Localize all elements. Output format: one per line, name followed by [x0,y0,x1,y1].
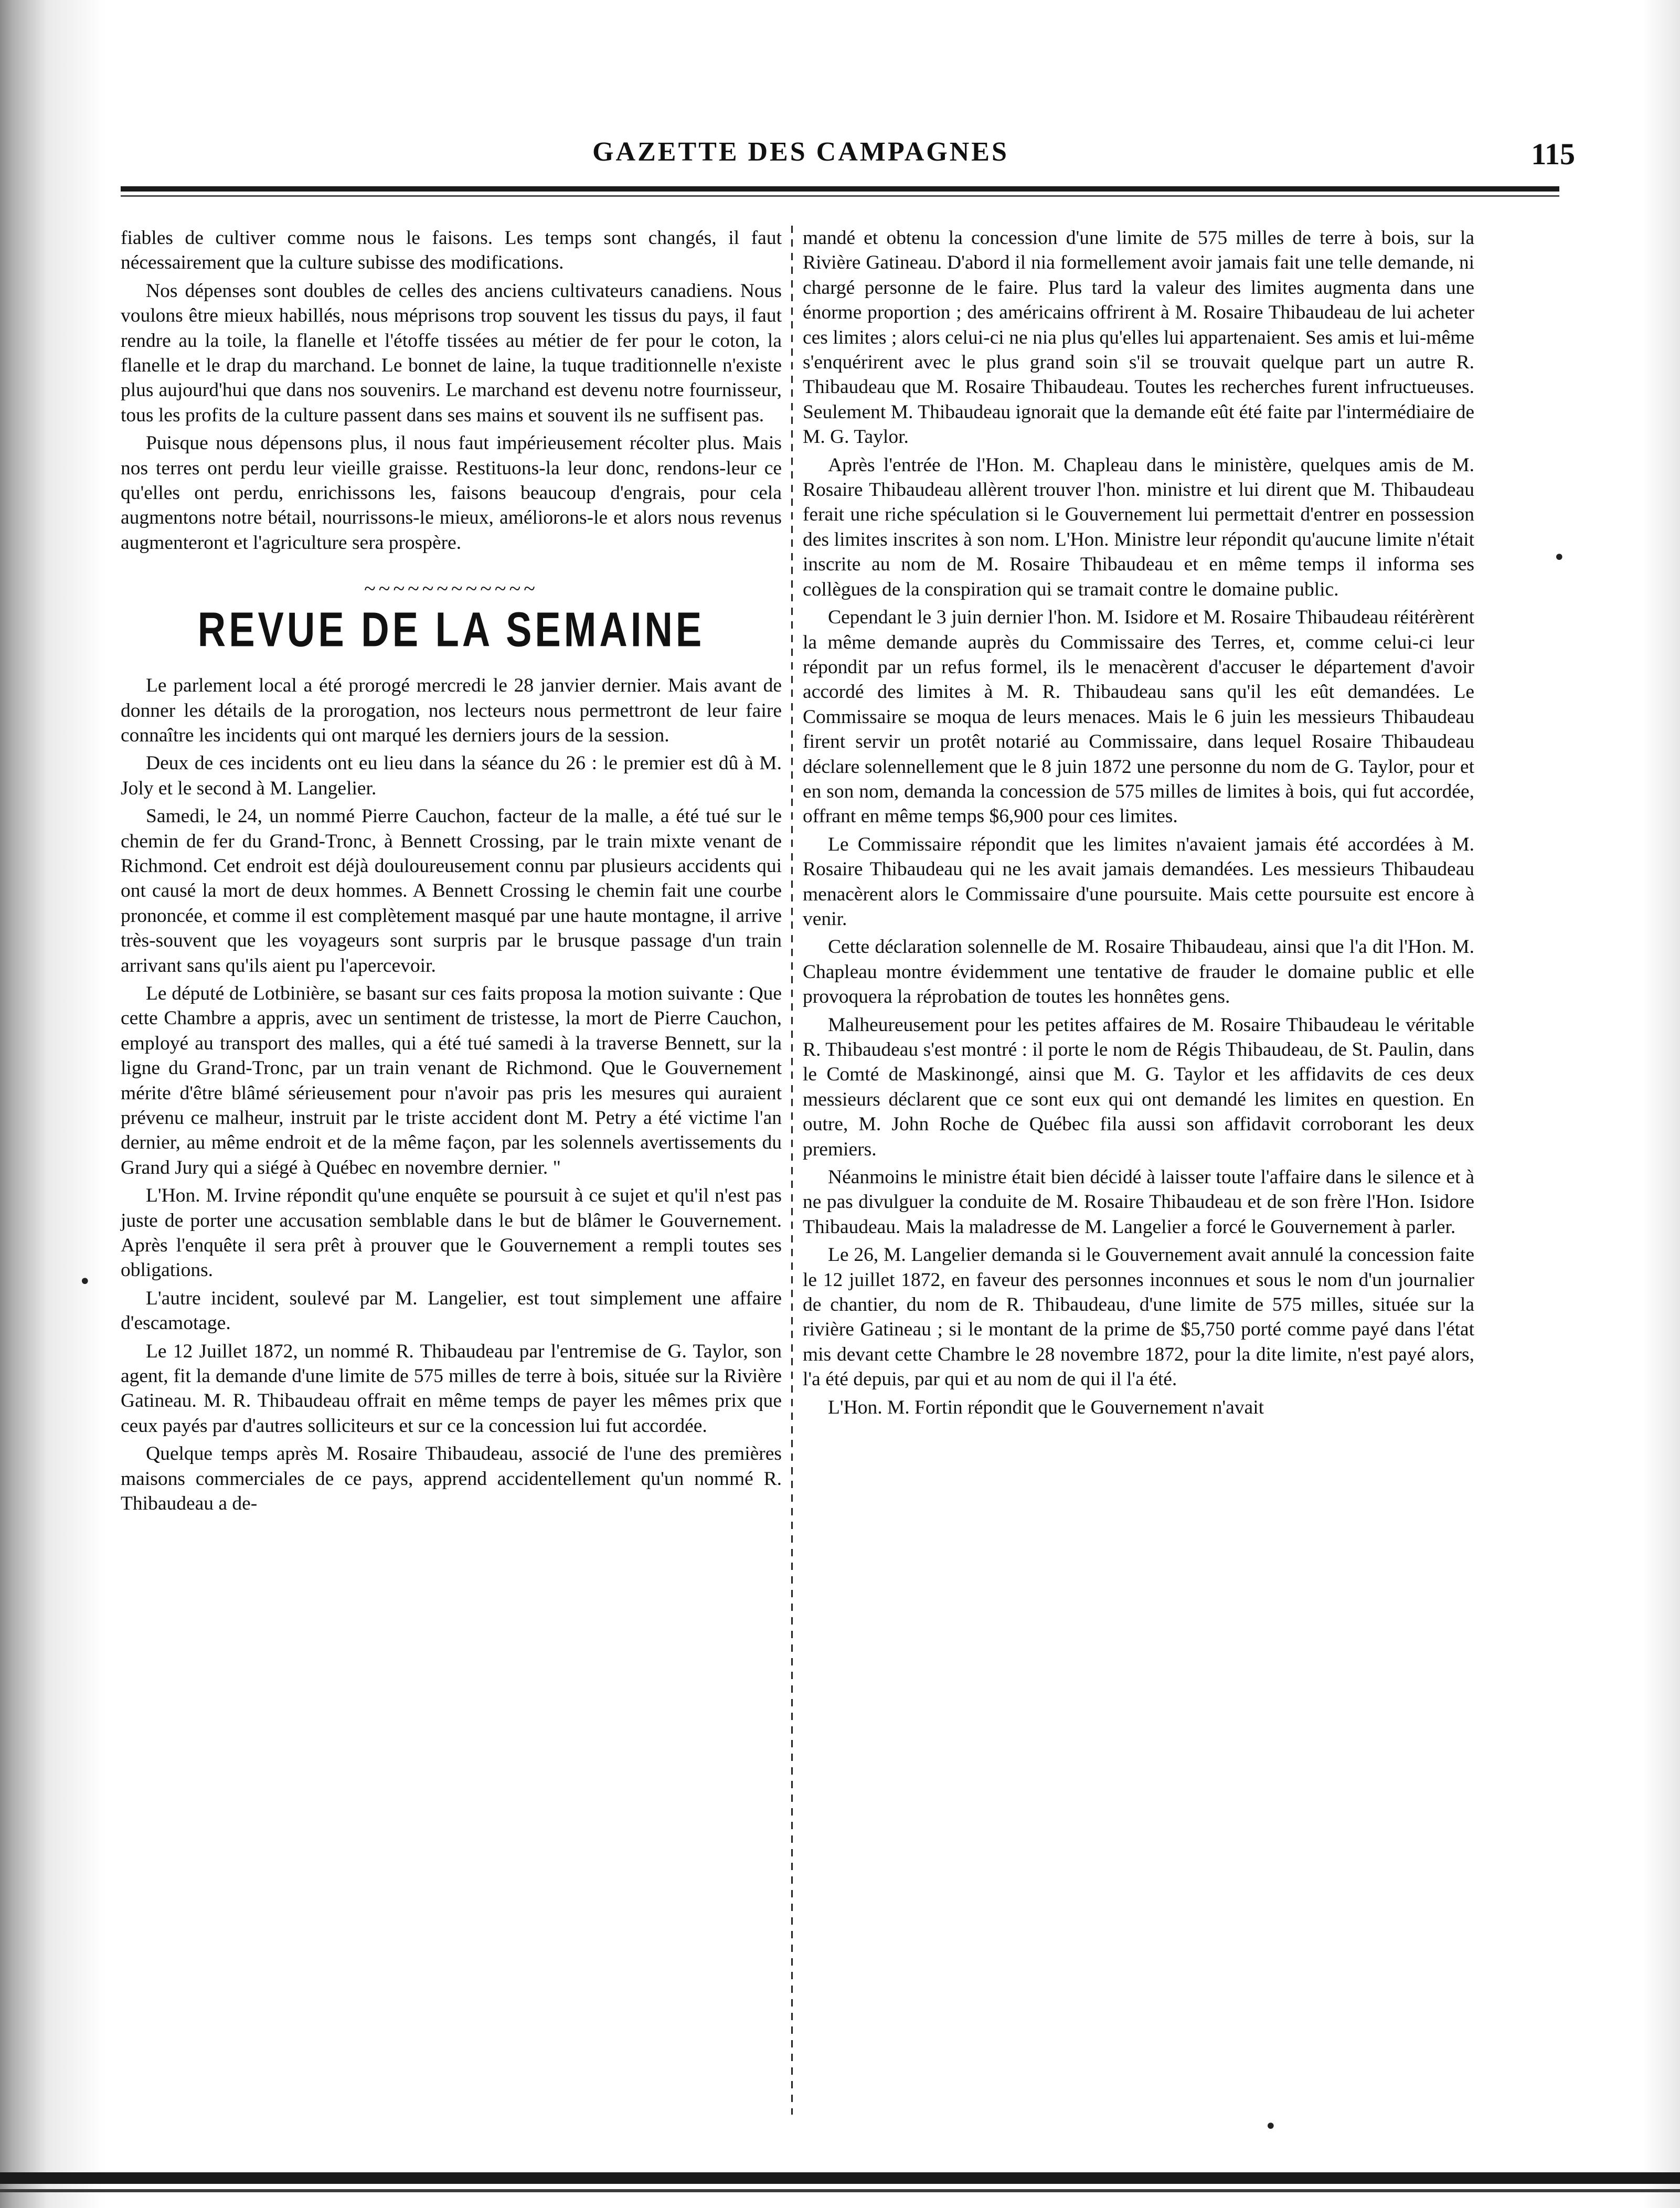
paragraph: Deux de ces incidents ont eu lieu dans la séance du 26 : le premier est dû à M. Joly et le second à M. Langelier. [121,752,782,799]
section-ornament: ~~~~~~~~~~~~ [364,577,538,601]
paragraph: Samedi, le 24, un nommé Pierre Cauchon, facteur de la malle, a été tué sur le chemin de fer du Grand-Tronc, à Bennett Crossing, par le train mixte venant de Richmond. Cet endroit est déjà douloureusement connu par plusieurs accidents qui ont causé la mort de deux hommes. A Bennett Crossing le chemin fait une courbe prononcée, et comme il est complètement masqué par une haute montagne, il arrive très-souvent que les voyageurs sont surpris par le brusque passage d'un train arrivant sans qu'ils aient pu l'apercevoir. [121,805,782,976]
paragraph: Après l'entrée de l'Hon. M. Chapleau dans le ministère, quelques amis de M. Rosaire Thibaudeau allèrent trouver l'hon. ministre et lui dirent que M. Thibaudeau ferait une riche spéculation si le Gouvernement lui permettait d'entrer en possession des limites inscrites à son nom. L'Hon. Ministre leur répondit qu'aucune limite n'était inscrite au nom de M. Rosaire Thibaudeau et en même temps il informa ses collègues de la conspiration qui se tramait contre le domaine public. [803,454,1474,600]
header-rule [121,186,1559,192]
page-edge-shadow [0,0,105,2208]
paragraph: Néanmoins le ministre était bien décidé à laisser toute l'affaire dans le silence et à ne pas divulguer la conduite de M. Rosaire Thibaudeau et de son frère l'Hon. Isidore Thibaudeau. Mais la maladresse de M. Langelier a forcé le Gouvernement à parler. [803,1166,1474,1238]
ink-speck: • [1264,2115,1277,2139]
ink-speck: • [1553,546,1566,570]
running-title: GAZETTE DES CAMPAGNES [592,137,1009,167]
paragraph: Quelque temps après M. Rosaire Thibaudeau, associé de l'une des premières maisons commerciales de ce pays, apprend accidentellement qu'un nommé R. Thibaudeau a de- [121,1443,782,1515]
paragraph: Le 26, M. Langelier demanda si le Gouvernement avait annulé la concession faite le 12 juillet 1872, en faveur des personnes inconnues et sous le nom d'un journalier de chantier, du nom de R. Thibaudeau, d'une limite de 575 milles, située sur la rivière Gatineau ; si le montant de la prime de $5,750 porté comme payé dans l'état mis devant cette Chambre le 28 novembre 1872, pour la dite limite, n'est payé alors, l'a été depuis, par qui et au nom de qui il l'a été. [803,1244,1474,1390]
paragraph: mandé et obtenu la concession d'une limite de 575 milles de terre à bois, sur la Rivière Gatineau. D'abord il nia formellement avoir jamais fait une telle demande, ni chargé personne de le faire. Plus tard la valeur des limites augmenta dans une énorme proportion ; des américains offrirent à M. Rosaire Thibaudeau de lui acheter ces limites ; alors celui-ci ne nia plus qu'elles lui appartenaient. Ses amis et lui-même s'enquérirent avec le plus grand soin s'il se trouvait quelque part un autre R. Thibaudeau que M. Rosaire Thibaudeau. Toutes les recherches furent infructueuses. Seulement M. Thibaudeau ignorait que la demande eût été faite par l'intermédiaire de M. G. Taylor. [803,227,1474,448]
paragraph: Puisque nous dépensons plus, il nous faut impérieusement récolter plus. Mais nos terres ont perdu leur vieille graisse. Restituons-la leur donc, rendons-leur ce qu'elles ont perdu, enrichissons les, faisons beaucoup d'engrais, pour cela augmentons notre bétail, nourrissons-le mieux, améliorons-le et alors nous revenus augmenteront et l'agriculture sera prospère. [121,432,782,554]
paragraph: Cependant le 3 juin dernier l'hon. M. Isidore et M. Rosaire Thibaudeau réitérèrent la même demande auprès du Commissaire des Terres, et, comme celui-ci leur répondit par un refus formel, ils le menacèrent d'accuser le département d'avoir accordé des limites à M. R. Thibaudeau sans qu'il les eût demandées. Le Commissaire se moqua de leurs menaces. Mais le 6 juin les messieurs Thibaudeau firent servir un protêt notarié au Commissaire, dans lequel Rosaire Thibaudeau déclare solennellement que le 8 juin 1872 une personne du nom de G. Taylor, pour et en son nom, demanda la concession de 575 milles de limites à bois, qui fut accordée, offrant en même temps $6,900 pour ces limites. [803,607,1474,827]
paragraph: Malheureusement pour les petites affaires de M. Rosaire Thibaudeau le véritable R. Thibaudeau s'est montré : il porte le nom de Régis Thibaudeau, de St. Paulin, dans le Comté de Maskinongé, ainsi que M. G. Taylor et les affidavits de ces deux messieurs déclarent que ce sont eux qui ont demandé les limites en question. En outre, M. John Roche de Québec fila aussi son affidavit corroborant les deux premiers. [803,1014,1474,1160]
paragraph: Le 12 Juillet 1872, un nommé R. Thibaudeau par l'entremise de G. Taylor, son agent, fit la demande d'une limite de 575 milles de terre à bois, située sur la Rivière Gatineau. M. R. Thibaudeau offrait en même temps de payer les mêmes prix que ceux payés par d'autres solliciteurs et sur ce la concession lui fut accordée. [121,1340,782,1437]
running-head [121,131,1575,173]
page-bottom-border-thin [0,2189,1680,2192]
paragraph: Cette déclaration solennelle de M. Rosaire Thibaudeau, ainsi que l'a dit l'Hon. M. Chapleau montre évidemment une tentative de frauder le domaine public et elle provoquera la réprobation de toutes les honnêtes gens. [803,936,1474,1008]
column-divider [791,226,793,2115]
paragraph: Le parlement local a été prorogé mercredi le 28 janvier dernier. Mais avant de donner les détails de la prorogation, nos lecteurs nous permettront de leur faire connaître les incidents qui ont marqué les derniers jours de la session. [121,675,782,746]
paragraph: Le Commissaire répondit que les limites n'avaient jamais été accordées à M. Rosaire Thibaudeau qui ne les avait jamais demandées. Les messieurs Thibaudeau menacèrent alors le Commissaire d'une poursuite. Mais cette poursuite est encore à venir. [803,833,1474,930]
paragraph: L'autre incident, soulevé par M. Langelier, est tout simplement une affaire d'escamotage. [121,1287,782,1334]
section-title: REVUE DE LA SEMAINE [197,602,705,657]
paragraph: Nos dépenses sont doubles de celles des anciens cultivateurs canadiens. Nous voulons être mieux habillés, nous méprisons trop souvent les tissus du pays, il faut rendre au la toile, la flanelle et l'étoffe tissées au métier de fer pour le coton, la flanelle et le drap du marchand. Le bonnet de laine, la tuque traditionnelle n'existe plus aujourd'hui que dans nos souvenirs. Le marchand est devenu notre fournisseur, tous les profits de la culture passent dans ses mains et souvent ils ne suffisent pas. [121,280,782,426]
page-edge-right [1643,0,1680,2208]
page-number: 115 [1531,137,1575,171]
right-column [803,226,1474,1423]
header-rule-thin [121,195,1559,197]
paragraph: L'Hon. M. Irvine répondit qu'une enquête se poursuit à ce sujet et qu'il n'est pas juste de porter une accusation semblable dans le but de blâmer le Gouvernement. Après l'enquête il sera prêt à prouver que le Gouvernement a rempli toutes ses obligations. [121,1185,782,1281]
paragraph: Le député de Lotbinière, se basant sur ces faits proposa la motion suivante : Que cette Chambre a appris, avec un sentiment de tristesse, la mort de Pierre Cauchon, employé au transport des malles, qui a été tué samedi à la traverse Bennett, sur la ligne du Grand-Tronc, par un train venant de Richmond. Que le Gouvernement mérite d'être blâmé sérieusement pour n'avoir pas pris les mesures qui auraient prévenu ce malheur, instruit par le triste accident dont M. Petry a été victime l'an dernier, au même endroit et de la même façon, par les solennels avertissements du Grand Jury qui a siégé à Québec en novembre dernier. " [121,982,782,1179]
page-bottom-border [0,2172,1680,2184]
paragraph: fiables de cultiver comme nous le faisons. Les temps sont changés, il faut nécessairement que la culture subisse des modifications. [121,227,782,274]
ink-speck: • [79,1270,91,1294]
left-column [121,226,782,1520]
paragraph: L'Hon. M. Fortin répondit que le Gouvernement n'avait [828,1396,1264,1418]
